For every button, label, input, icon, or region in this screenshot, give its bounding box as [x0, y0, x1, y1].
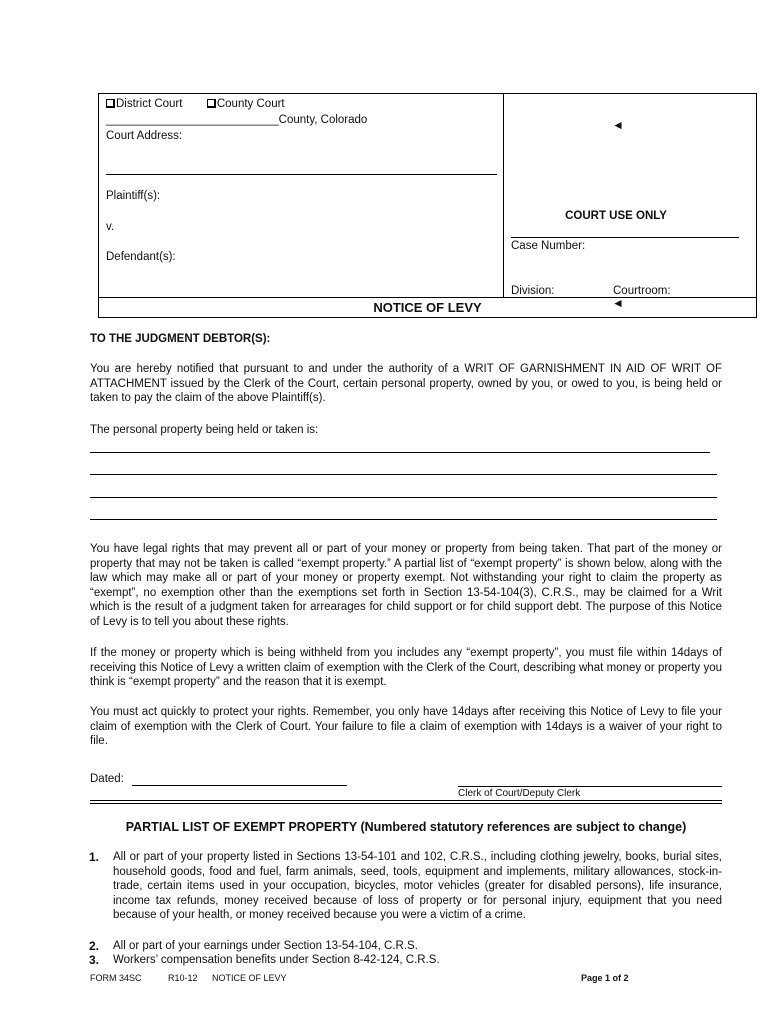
item-number: 1.: [89, 850, 100, 864]
footer-form: FORM 34SC: [90, 973, 142, 983]
county-court-checkbox[interactable]: [207, 99, 216, 108]
list-item: Workers’ compensation benefits under Section 8-42-124, C.R.S.: [113, 954, 440, 966]
county-colorado-field[interactable]: ___________________________County, Colorado: [106, 114, 368, 126]
court-address-line[interactable]: [106, 174, 497, 175]
defendants-label: Defendant(s):: [106, 251, 176, 263]
arrow-left-icon: ◄: [612, 296, 624, 310]
dated-line[interactable]: [132, 785, 347, 786]
property-line[interactable]: [90, 452, 710, 453]
separator-line: [90, 803, 722, 804]
paragraph-writ: You are hereby notified that pursuant to and under the authority of a WRIT OF GARNISHMENT IN AID OF WRIT OF ATTACHMENT issued by the Clerk of the Court, certain personal property, owned by you, or owed to you, is being held or taken to pay the claim of the above Plaintiff(s).: [90, 363, 722, 404]
courtroom-label: Courtroom:: [613, 285, 671, 297]
footer-page: Page 1 of 2: [581, 973, 629, 983]
property-label: The personal property being held or taken is:: [90, 424, 319, 436]
dated-label: Dated:: [90, 773, 124, 785]
district-court-label: District Court: [116, 98, 183, 110]
property-line[interactable]: [90, 474, 717, 475]
item-number: 3.: [89, 953, 100, 967]
list-item: All or part of your earnings under Section 13-54-104, C.R.S.: [113, 940, 418, 952]
case-number-label: Case Number:: [511, 240, 586, 252]
paragraph-deadline: You must act quickly to protect your rights. Remember, you only have 14days after receiving this Notice of Levy to file your claim of exemption with the Clerk of Court. Your failure to file a claim of exemption with 14days is a waiver of your right to file.: [90, 706, 722, 747]
clerk-signature-line[interactable]: [458, 786, 722, 787]
division-label: Division:: [511, 285, 555, 297]
caption-vertical-divider: [503, 93, 504, 297]
versus-label: v.: [106, 221, 115, 233]
footer-form-name: NOTICE OF LEVY: [212, 973, 287, 983]
arrow-left-icon: ◄: [612, 118, 624, 132]
item-number: 2.: [89, 939, 100, 953]
district-court-checkbox[interactable]: [106, 99, 115, 108]
clerk-label: Clerk of Court/Deputy Clerk: [458, 788, 581, 799]
footer-revision: R10-12: [168, 973, 198, 983]
property-line[interactable]: [90, 497, 717, 498]
plaintiffs-label: Plaintiff(s):: [106, 190, 161, 202]
court-address-label: Court Address:: [106, 130, 183, 142]
court-use-only-label: COURT USE ONLY: [565, 210, 667, 222]
list-item: All or part of your property listed in Sections 13-54-101 and 102, C.R.S., including clothing jewelry, books, burial sites, household goods, food and fuel, farm animals, seed, tools, equipment and implements, military allowances, stock-in-trade, certain items used in your occupation, bicycles, motor vehicles (greater for disabled persons), life insurance, income tax refunds, money received because of loss of property or for personal injury, equipment that you need because of your health, or money received because you were a victim of a crime.: [113, 851, 722, 921]
salutation: TO THE JUDGMENT DEBTOR(S):: [90, 333, 271, 345]
separator-line: [90, 800, 722, 801]
document-title: NOTICE OF LEVY: [373, 300, 482, 315]
court-use-only-line: [511, 237, 739, 238]
property-line[interactable]: [90, 519, 717, 520]
court-type-row: [106, 97, 285, 112]
paragraph-claim: If the money or property which is being withheld from you includes any “exempt property”, you must file within 14days of receiving this Notice of Levy a written claim of exemption with the Clerk of the Court, describing what money or property you think is “exempt property” and the reason that it is exempt.: [90, 647, 722, 688]
exempt-heading: PARTIAL LIST OF EXEMPT PROPERTY (Numbered statutory references are subject to change): [125, 820, 687, 834]
paragraph-rights: You have legal rights that may prevent all or part of your money or property from being taken. That part of the money or property that may not be taken is called “exempt property.” A partial list of “exempt property” is shown below, along with the law which may make all or part of your money or property exempt. Not withstanding your right to claim the property as “exempt”, no exemption other than the exemptions set forth in Section 13-54-104(3), C.R.S., may be claimed for a Writ which is the result of a judgment taken for arrearages for child support or for child support debt. The purpose of this Notice of Levy is to tell you about these rights.: [90, 543, 722, 628]
county-court-label: County Court: [216, 98, 285, 110]
